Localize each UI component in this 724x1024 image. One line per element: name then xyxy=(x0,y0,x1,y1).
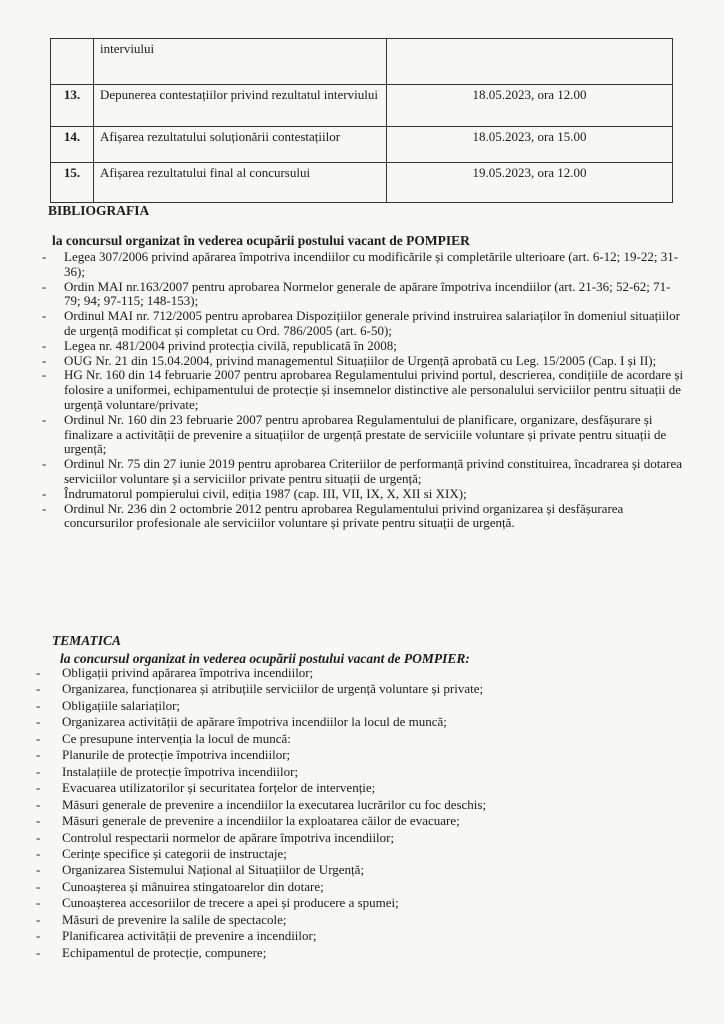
tematica-list xyxy=(36,665,676,961)
dash-bullet: - xyxy=(42,308,47,324)
dash-bullet: - xyxy=(36,928,41,944)
dash-bullet: - xyxy=(36,697,41,713)
list-item-text: Ordinul Nr. 75 din 27 iunie 2019 pentru aprobarea Criteriilor de performanță privind constituirea, încadrarea și dotarea serviciilor voluntare și a serviciilor private pentru situații de urgență; xyxy=(64,456,683,486)
list-item xyxy=(42,487,687,502)
list-item-text: Cerințe specifice și categorii de instructaje; xyxy=(62,845,287,861)
list-item-text: HG Nr. 160 din 14 februarie 2007 pentru aprobarea Regulamentului privind portul, descrierea, condițiile de acordare și folosire a uniformei, echipamentului de protecție și insemnelor distinctive ale personalului serviciilor pentru situații de urgență voluntare/private; xyxy=(64,367,684,412)
dash-bullet: - xyxy=(36,895,41,911)
dash-bullet: - xyxy=(36,911,41,927)
list-item-text: Măsuri de prevenire la salile de spectacole; xyxy=(62,911,287,927)
list-item xyxy=(42,309,687,339)
dash-bullet: - xyxy=(36,714,41,730)
list-item-text: Ordinul Nr. 236 din 2 octombrie 2012 pentru aprobarea Regulamentului privind organizarea și desfășurarea concursurilor profesionale ale serviciilor voluntare și private pentru situații de urgență. xyxy=(64,500,624,531)
dash-bullet: - xyxy=(36,665,41,680)
dash-bullet: - xyxy=(42,411,47,427)
list-item xyxy=(42,250,687,280)
dash-bullet: - xyxy=(36,780,41,796)
list-item-text: Legea nr. 481/2004 privind protecția civilă, republicată în 2008; xyxy=(64,337,397,353)
list-item-text: Măsuri generale de prevenire a incendiilor la executarea lucrărilor cu foc deschis; xyxy=(62,796,487,812)
list-item-text: Organizarea, funcționarea și atribuțiile serviciilor de urgență voluntare și private; xyxy=(62,681,484,697)
dash-bullet: - xyxy=(36,796,41,812)
dash-bullet: - xyxy=(42,500,47,516)
list-item-text: Măsuri generale de prevenire a incendiilor la exploatarea căilor de evacuare; xyxy=(62,813,460,829)
dash-bullet: - xyxy=(42,367,47,383)
list-item-text: Ce presupune intervenția la locul de muncă: xyxy=(62,730,291,746)
list-item xyxy=(36,747,676,763)
dash-bullet: - xyxy=(36,730,41,746)
dash-bullet: - xyxy=(36,845,41,861)
list-item xyxy=(36,879,676,895)
table-cell-activity: Depunerea contestațiilor privind rezultatul interviului xyxy=(94,85,387,127)
table-cell-date xyxy=(387,39,673,85)
table-row xyxy=(51,85,673,127)
tematica-title: TEMATICA xyxy=(52,633,122,648)
list-item-text: Ordinul MAI nr. 712/2005 pentru aprobarea Dispozițiilor generale privind instruirea salariaților în domeniul situațiilor de urgență modificat și completat cu Ord. 786/2005 (art. 6-50); xyxy=(64,308,680,338)
list-item-text: Controlul respectarii normelor de apărare împotriva incendiilor; xyxy=(62,829,395,845)
list-item xyxy=(36,714,676,730)
table-cell-num: 14. xyxy=(51,127,94,163)
dash-bullet: - xyxy=(36,944,41,960)
table-cell-activity: Afișarea rezultatului soluționării contestațiilor xyxy=(94,127,387,163)
list-item xyxy=(42,339,687,354)
table-cell-activity: interviului xyxy=(94,39,387,85)
list-item xyxy=(42,413,687,457)
table-row xyxy=(51,127,673,163)
list-item xyxy=(36,780,676,796)
list-item-text: Ordinul Nr. 160 din 23 februarie 2007 pentru aprobarea Regulamentului de planificare, organizare, desfășurare și finalizare a activității de prevenire a situațiilor de urgență prestate de serviciile voluntare și private pentru situații de urgență; xyxy=(64,411,667,457)
tematica-subtitle: la concursul organizat in vederea ocupării postului vacant de POMPIER: xyxy=(60,651,470,666)
dash-bullet: - xyxy=(36,681,41,697)
list-item-text: Cunoașterea și mânuirea stingatoarelor din dotare; xyxy=(62,878,324,894)
dash-bullet: - xyxy=(42,278,47,294)
dash-bullet: - xyxy=(36,862,41,878)
table-cell-activity: Afișarea rezultatului final al concursului xyxy=(94,163,387,203)
list-item-text: Organizarea Sistemului Național al Situațiilor de Urgență; xyxy=(62,862,365,878)
bibliografia-subtitle: la concursul organizat în vederea ocupării postului vacant de POMPIER xyxy=(52,233,470,248)
table-cell-date: 18.05.2023, ora 15.00 xyxy=(387,127,673,163)
list-item-text: Evacuarea utilizatorilor și securitatea forțelor de intervenție; xyxy=(62,780,376,796)
list-item-text: Cunoașterea accesoriilor de trecere a apei și producere a spumei; xyxy=(62,895,399,911)
list-item-text: Echipamentul de protecție, compunere; xyxy=(62,944,267,960)
list-item xyxy=(42,457,687,487)
dash-bullet: - xyxy=(36,747,41,763)
list-item xyxy=(42,502,687,532)
list-item xyxy=(36,862,676,878)
dash-bullet: - xyxy=(36,813,41,829)
table-cell-num: 13. xyxy=(51,85,94,127)
list-item xyxy=(36,912,676,928)
table-cell-num xyxy=(51,39,94,85)
list-item-text: Organizarea activității de apărare împotriva incendiilor la locul de muncă; xyxy=(62,714,447,730)
schedule-table xyxy=(50,38,673,203)
table-cell-date: 19.05.2023, ora 12.00 xyxy=(387,163,673,203)
list-item-text: Obligații privind apărarea împotriva incendiilor; xyxy=(62,665,314,680)
dash-bullet: - xyxy=(42,456,47,472)
list-item-text: Îndrumatorul pompierului civil, ediția 1987 (cap. III, VII, IX, X, XII si XIX); xyxy=(64,485,467,501)
dash-bullet: - xyxy=(42,337,47,353)
list-item xyxy=(36,945,676,961)
dash-bullet: - xyxy=(42,352,47,368)
list-item xyxy=(36,681,676,697)
list-item xyxy=(36,813,676,829)
list-item xyxy=(36,797,676,813)
list-item-text: Ordin MAI nr.163/2007 pentru aprobarea Normelor generale de apărare împotriva incendiilor (art. 21-36; 52-62; 71-79; 94; 97-115; 148-153); xyxy=(64,278,671,309)
bibliografia-list xyxy=(42,250,687,531)
list-item-text: Planurile de protecție împotriva incendiilor; xyxy=(62,747,291,763)
list-item xyxy=(42,354,687,369)
list-item xyxy=(36,846,676,862)
table-row xyxy=(51,39,673,85)
list-item xyxy=(36,928,676,944)
dash-bullet: - xyxy=(36,878,41,894)
table-cell-num: 15. xyxy=(51,163,94,203)
table-row xyxy=(51,163,673,203)
list-item-text: Instalațiile de protecție împotriva incendiilor; xyxy=(62,763,299,779)
list-item-text: Planificarea activității de prevenire a incendiilor; xyxy=(62,928,317,944)
list-item xyxy=(36,698,676,714)
dash-bullet: - xyxy=(42,485,47,501)
table-cell-date: 18.05.2023, ora 12.00 xyxy=(387,85,673,127)
list-item-text: OUG Nr. 21 din 15.04.2004, privind managementul Situațiilor de Urgență aprobată cu Leg. 15/2005 (Cap. I și II); xyxy=(64,352,657,368)
list-item xyxy=(36,665,676,681)
dash-bullet: - xyxy=(42,249,47,264)
list-item-text: Obligațiile salariaților; xyxy=(62,697,181,713)
dash-bullet: - xyxy=(36,829,41,845)
bibliografia-title: BIBLIOGRAFIA xyxy=(48,203,150,218)
list-item-text: Legea 307/2006 privind apărarea împotriva incendiilor cu modificările și completările ulterioare (art. 6-12; 19-22; 31-36); xyxy=(64,249,679,279)
dash-bullet: - xyxy=(36,763,41,779)
list-item xyxy=(36,731,676,747)
list-item xyxy=(36,830,676,846)
list-item xyxy=(42,368,687,412)
list-item xyxy=(36,764,676,780)
list-item xyxy=(42,280,687,310)
list-item xyxy=(36,895,676,911)
